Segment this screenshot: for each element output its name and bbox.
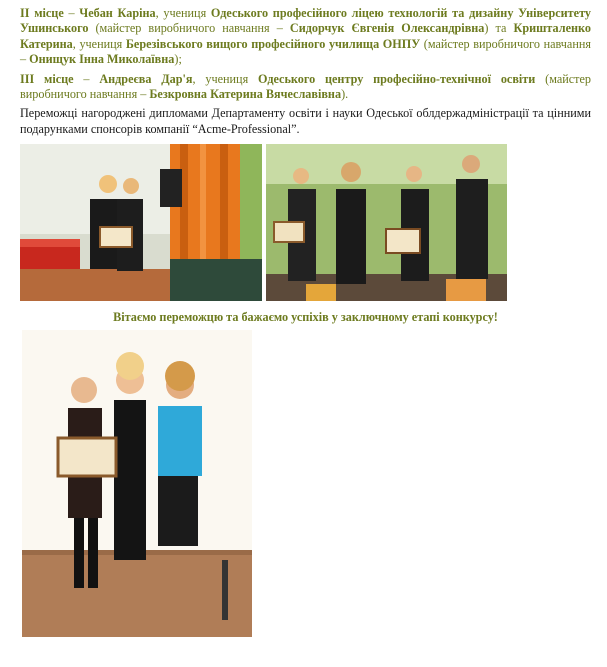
award-photo-1 bbox=[20, 144, 262, 301]
congratulations-caption: Вітаємо переможцю та бажаємо успіхів у заключному етапі конкурсу! bbox=[113, 310, 498, 324]
institution-name-2: Березівського вищого професійного училища ОНПУ bbox=[125, 36, 421, 51]
award-photo-3 bbox=[22, 330, 252, 637]
winner-name-3: Андреєва Дар'я bbox=[99, 71, 193, 86]
master-name-3: Безкровна Катерина Вячеславівна bbox=[149, 87, 342, 102]
master-name-2: Онищук Інна Миколаївна bbox=[29, 52, 175, 67]
third-place-label: ІІІ місце bbox=[20, 71, 74, 86]
second-place-label: ІІ місце bbox=[20, 6, 64, 20]
second-place-paragraph: ІІ місце – Чебан Каріна, учениця Одеського професійного ліцею технологій та дизайну Університету Ушинського (майстер виробничого навчання – Сидорчук Євгенія Олександрівна) та Кришталенко Катерина, учениця Березівського вищого професійного училища ОНПУ (майстер виробничого навчання – Онищук Інна Миколаївна); bbox=[20, 6, 591, 67]
master-name: Сидорчук Євгенія Олександрівна bbox=[289, 21, 485, 36]
institution-name-3: Одеського центру професійно-технічної освіти bbox=[258, 71, 536, 86]
document-body bbox=[20, 6, 591, 137]
winner-name: Чебан Каріна bbox=[79, 6, 156, 20]
award-photo-2 bbox=[266, 144, 507, 301]
institution-name: Одеського професійного ліцею технологій та дизайну Університету Ушинського bbox=[20, 6, 591, 36]
winner-name-2: Кришталенко Катерина bbox=[20, 21, 591, 51]
awards-paragraph: Переможці нагороджені дипломами Департаменту освіти і науки Одеської облдержадміністрації та цінними подарунками спонсорів компанії “Acme-Professional”. bbox=[20, 106, 591, 136]
third-place-paragraph: ІІІ місце – Андреєва Дар'я, учениця Одеського центру професійно-технічної освіти (майстер виробничого навчання – Безкровна Катерина Вячеславівна). bbox=[20, 71, 592, 102]
